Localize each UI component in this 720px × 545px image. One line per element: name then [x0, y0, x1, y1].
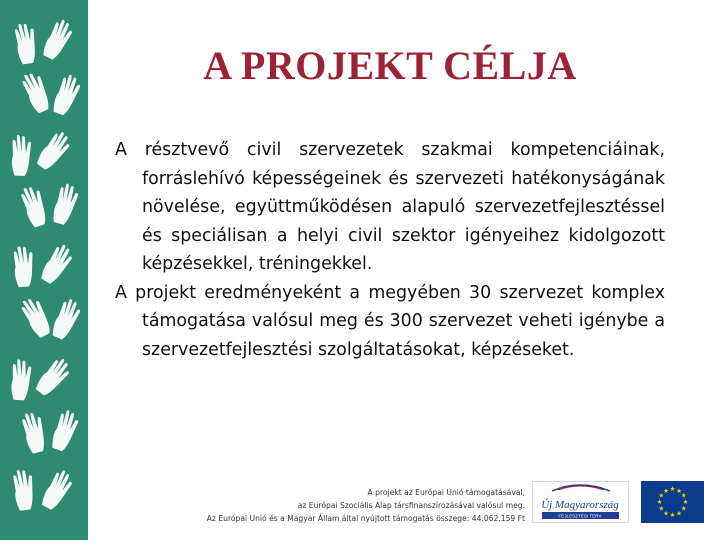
eu-star-icon: ★: [682, 498, 689, 507]
slide-body: [115, 136, 665, 364]
eu-star-icon: ★: [663, 509, 669, 518]
funding-line: Az Európai Unió és a Magyar Állam által nyújtott támogatás összege: 44.062.159 Ft: [206, 514, 525, 523]
funding-line: A projekt az Európai Unió támogatásával,: [367, 488, 525, 497]
umft-logo-subtext: FEJLESZTÉSI TERV: [558, 513, 602, 519]
paragraph-result: A projekt eredményeként a megyében 30 szervezet komplex támogatása valósul meg és 300 szervezet veheti igénybe a szervezetfejlesztési szolgáltatásokat, képzéseket.: [115, 282, 665, 360]
slide-title: A PROJEKT CÉLJA: [203, 43, 577, 88]
eu-star-icon: ★: [680, 504, 687, 513]
raised-hands-icon: [0, 0, 88, 540]
eu-star-icon: ★: [680, 491, 687, 500]
eu-star-icon: ★: [676, 486, 682, 495]
eu-star-icon: ★: [656, 498, 663, 507]
umft-logo-text: Új Magyarország: [541, 499, 619, 511]
funding-line: az Európai Szociális Alap társfinanszírozásával valósul meg.: [297, 501, 525, 510]
eu-star-icon: ★: [658, 491, 665, 500]
paragraph-goal: A résztvevő civil szervezetek szakmai kompetenciáinak, forráslehívó képességeinek és szervezeti hatékonyságának növelése, együttműködésen alapuló szervezetfejlesztéssel és speciálisan a helyi civil szektor igényeihez kidolgozott képzésekkel, tréningekkel.: [115, 140, 665, 274]
funding-note: [165, 486, 525, 525]
eu-star-icon: ★: [663, 486, 669, 495]
eu-star-icon: ★: [669, 511, 676, 520]
side-band: [0, 0, 88, 540]
eu-flag-icon: [641, 481, 704, 523]
uj-magyarorszag-logo-icon: [532, 481, 629, 523]
eu-star-icon: ★: [658, 504, 665, 513]
eu-star-icon: ★: [676, 509, 682, 518]
eu-star-icon: ★: [669, 485, 676, 494]
